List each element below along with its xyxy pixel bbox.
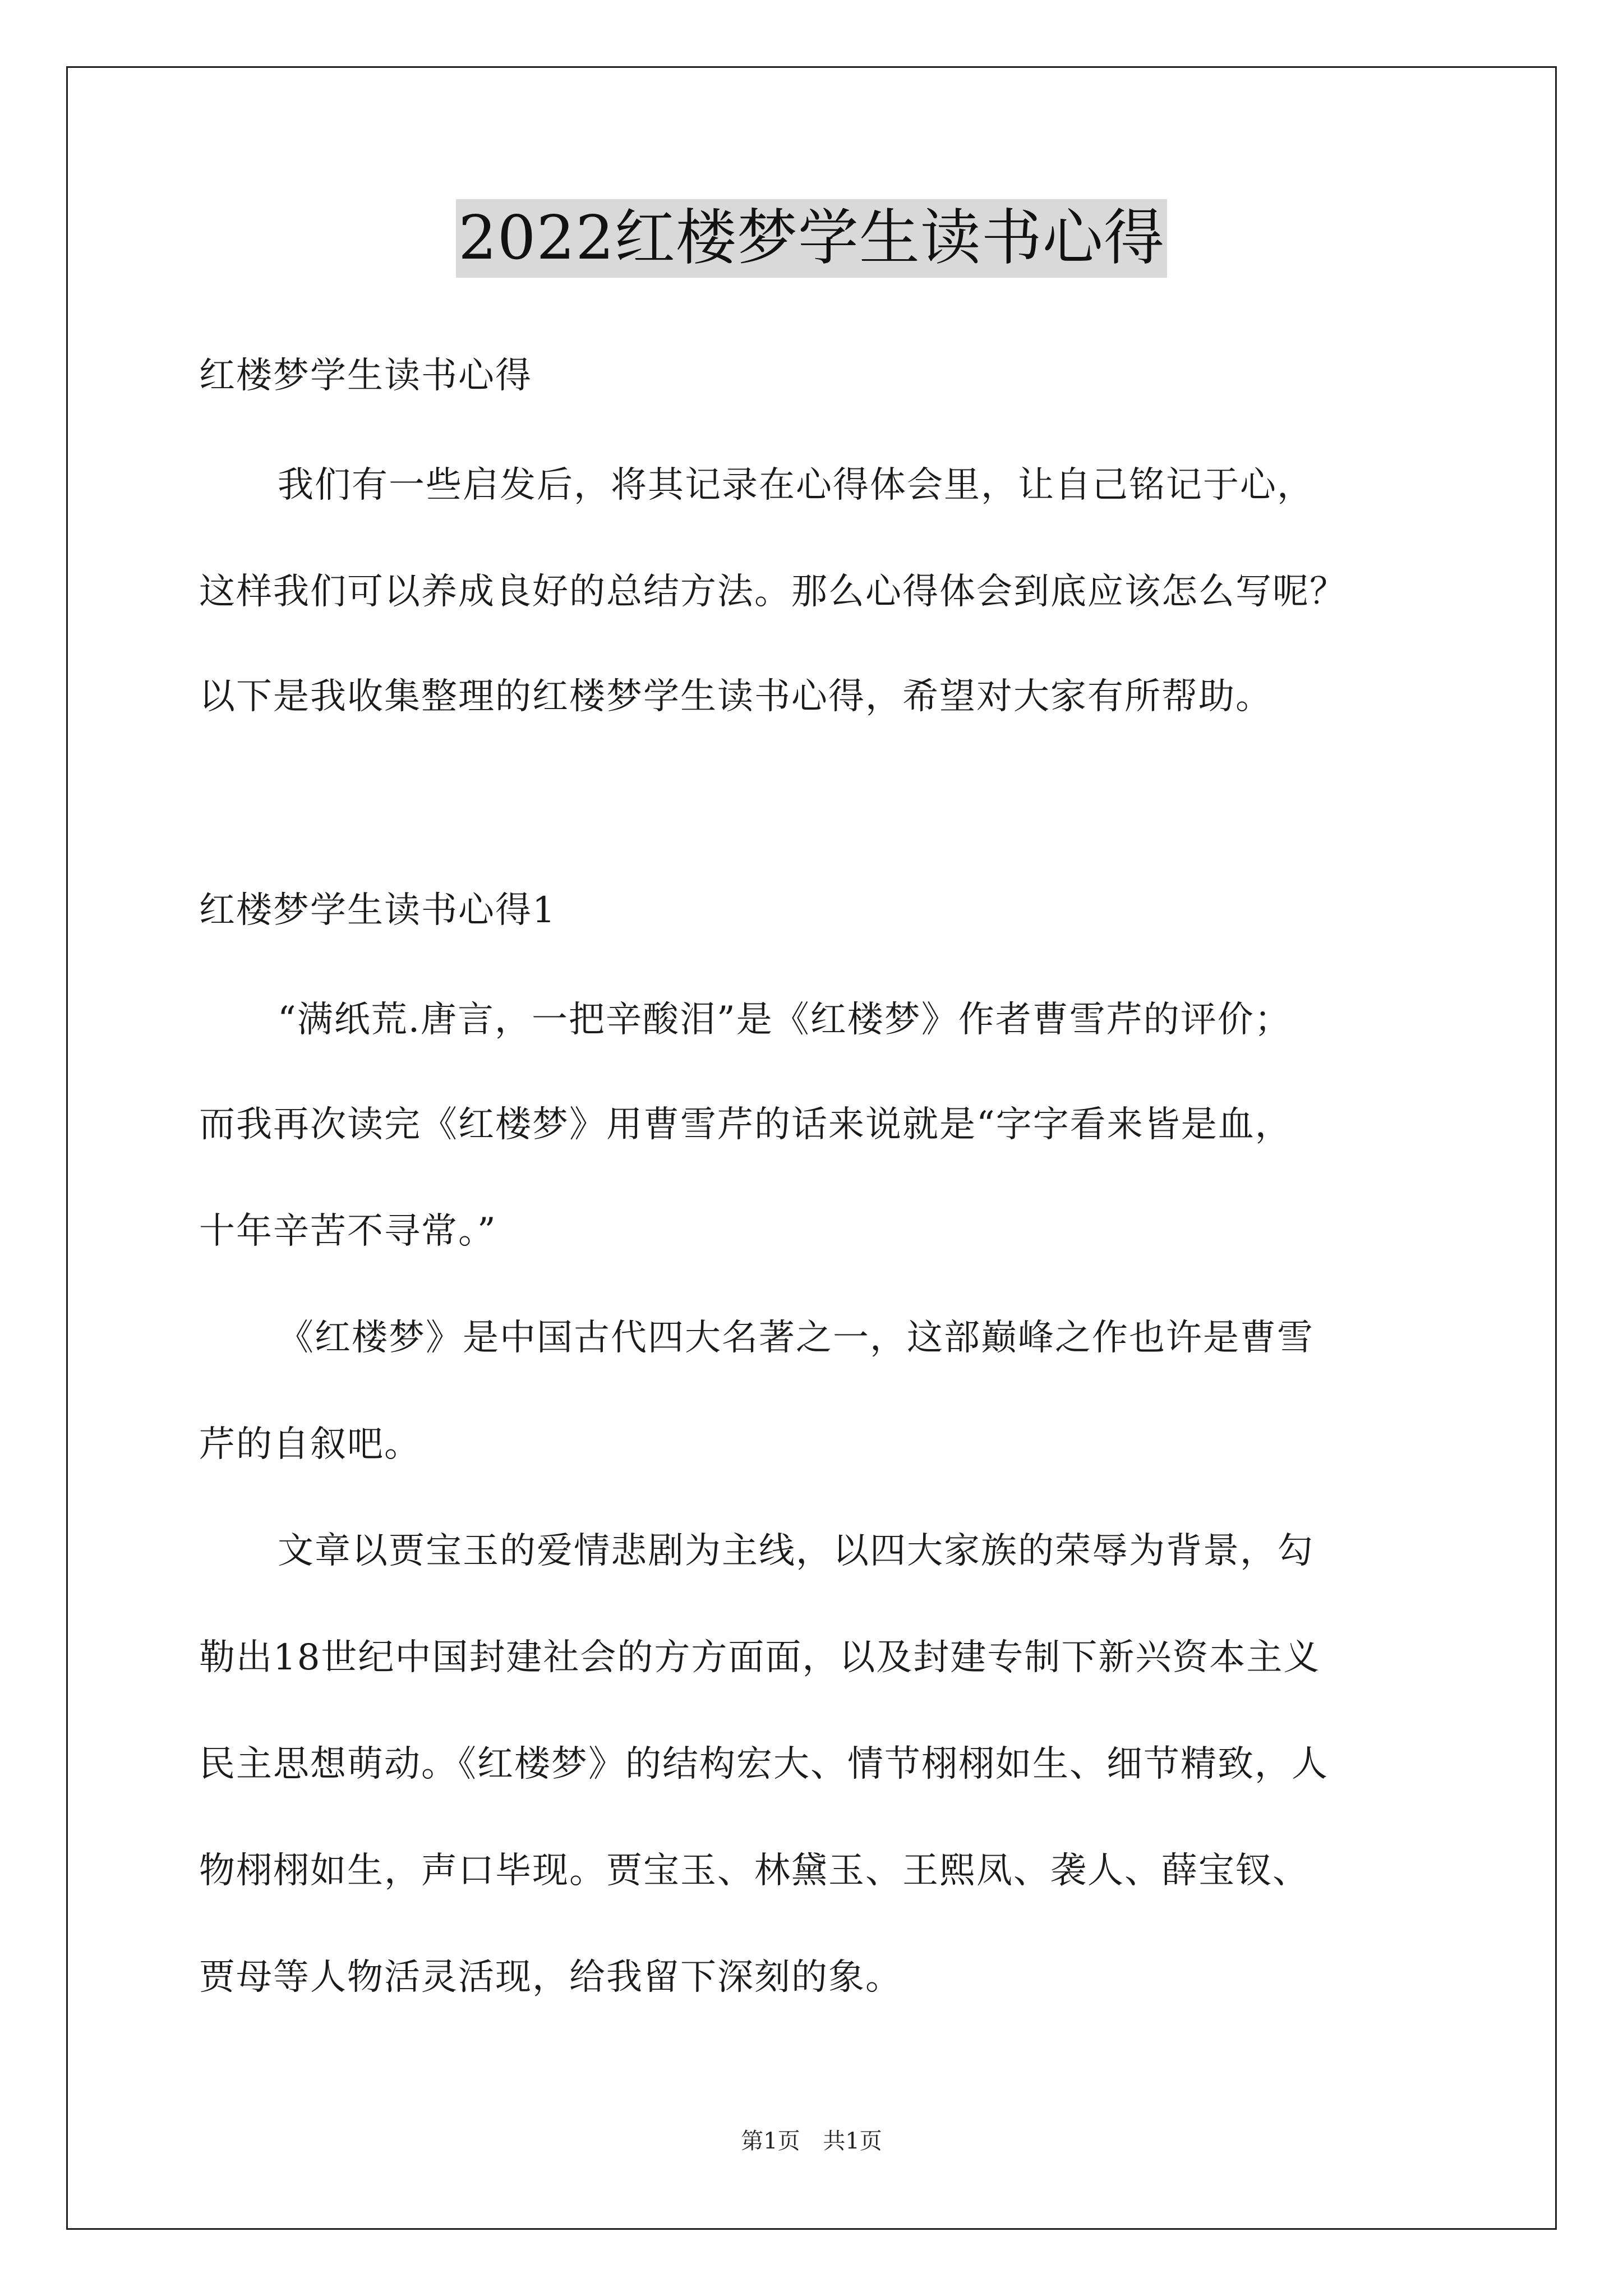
paragraph-2-line-1: 《红楼梦》是中国古代四大名著之一，这部巅峰之作也许是曹雪 (278, 1317, 1314, 1359)
paragraph-3-line-3: 民主思想萌动。《红楼梦》的结构宏大、情节栩栩如生、细节精致，人 (199, 1743, 1329, 1785)
paragraph-2-line-2: 芹的自叙吧。 (199, 1424, 421, 1465)
subsection-heading: 红楼梦学生读书心得1 (199, 890, 556, 931)
page-footer (0, 2127, 1623, 2155)
intro-line-2: 这样我们可以养成良好的总结方法。那么心得体会到底应该怎么写呢？ (199, 571, 1347, 613)
paragraph-3-line-4: 物栩栩如生，声口毕现。贾宝玉、林黛玉、王熙凤、袭人、薛宝钗、 (199, 1850, 1310, 1892)
paragraph-3-line-1: 文章以贾宝玉的爱情悲剧为主线，以四大家族的荣辱为背景，勾 (278, 1530, 1314, 1572)
page-number: 第1页 (741, 2128, 800, 2154)
page-total: 共1页 (823, 2128, 882, 2154)
paragraph-1-line-1: “满纸荒.唐言，一把辛酸泪”是《红楼梦》作者曹雪芹的评价； (278, 999, 1292, 1041)
title-container (0, 199, 1623, 278)
paragraph-3-line-5: 贾母等人物活灵活现，给我留下深刻的象。 (199, 1957, 902, 1998)
intro-line-1: 我们有一些启发后，将其记录在心得体会里，让自己铭记于心， (278, 464, 1314, 506)
paragraph-3-line-2: 勒出18世纪中国封建社会的方方面面，以及封建专制下新兴资本主义 (199, 1637, 1321, 1678)
intro-line-3: 以下是我收集整理的红楼梦学生读书心得，希望对大家有所帮助。 (199, 676, 1272, 717)
paragraph-1-line-3: 十年辛苦不寻常。” (199, 1211, 497, 1252)
document-title: 2022红楼梦学生读书心得 (456, 199, 1167, 278)
section-heading: 红楼梦学生读书心得 (199, 355, 532, 397)
paragraph-1-line-2: 而我再次读完《红楼梦》用曹雪芹的话来说就是“字字看来皆是血， (199, 1104, 1292, 1145)
